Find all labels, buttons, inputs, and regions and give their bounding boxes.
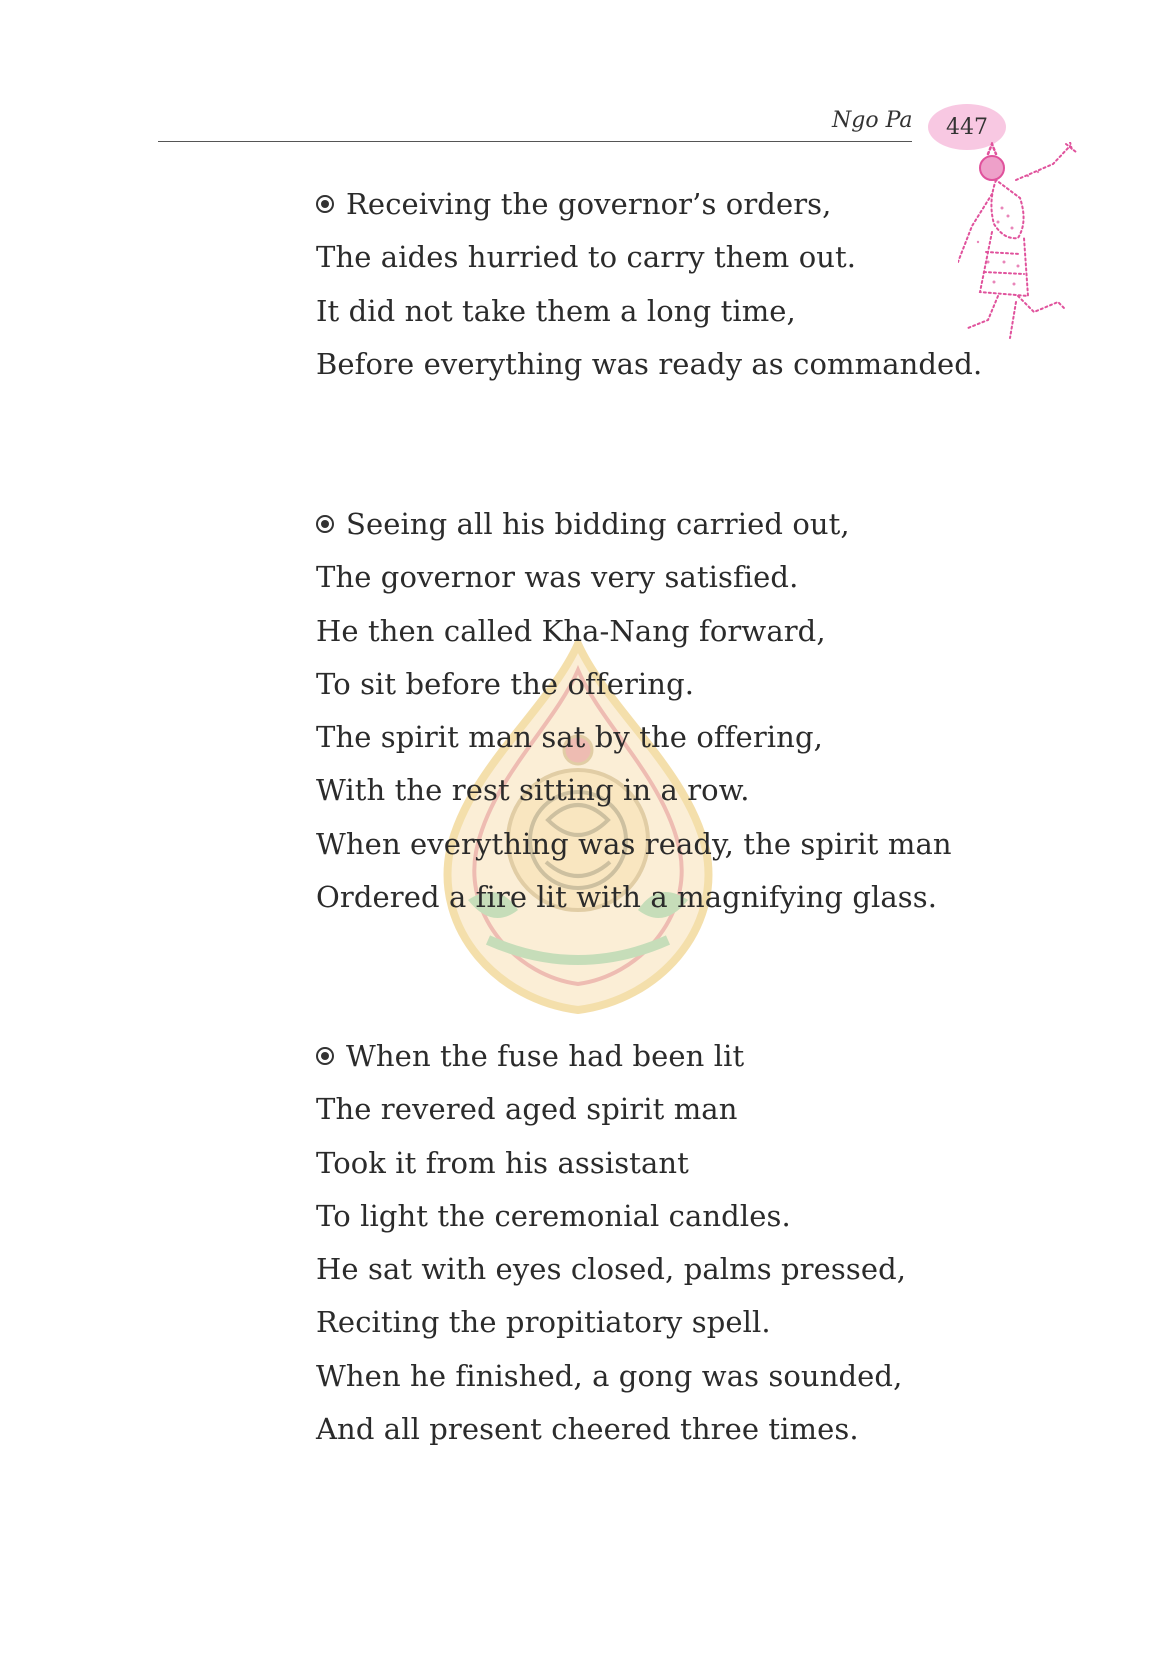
verse-line: He then called Kha-Nang forward, [316, 613, 826, 648]
verse-line: He sat with eyes closed, palms pressed, [316, 1252, 907, 1287]
verse-line: Ordered a fire lit with a magnifying glass. [316, 880, 938, 915]
verse-line: Before everything was ready as commanded. [316, 346, 983, 381]
running-title: Ngo Pa [832, 108, 913, 133]
verse-line: When he finished, a gong was sounded, [316, 1358, 903, 1393]
verse-line: And all present cheered three times. [316, 1412, 859, 1447]
verse-line: Receiving the governor’s orders, [316, 178, 982, 231]
verse-line: Took it from his assistant [316, 1145, 689, 1180]
bullet-icon [316, 515, 334, 533]
verse-line: Reciting the propitiatory spell. [316, 1305, 771, 1340]
verse-line: The aides hurried to carry them out. [316, 240, 857, 275]
verse-line: To sit before the offering. [316, 666, 695, 701]
verse-line: When everything was ready, the spirit man [316, 826, 952, 861]
verse-line: When the fuse had been lit [316, 1030, 906, 1083]
stanza-3 [316, 1030, 906, 1456]
verse-line: With the rest sitting in a row. [316, 773, 750, 808]
stanza-1 [316, 178, 982, 391]
page-number: 447 [946, 114, 988, 140]
bullet-icon [316, 195, 334, 213]
verse-line: It did not take them a long time, [316, 293, 796, 328]
header-rule [158, 141, 912, 142]
verse-line: Seeing all his bidding carried out, [316, 498, 952, 551]
verse-line: The spirit man sat by the offering, [316, 720, 823, 755]
bullet-icon [316, 1047, 334, 1065]
verse-line: To light the ceremonial candles. [316, 1198, 791, 1233]
verse-line: The revered aged spirit man [316, 1092, 738, 1127]
stanza-2 [316, 498, 952, 924]
verse-line: The governor was very satisfied. [316, 560, 799, 595]
